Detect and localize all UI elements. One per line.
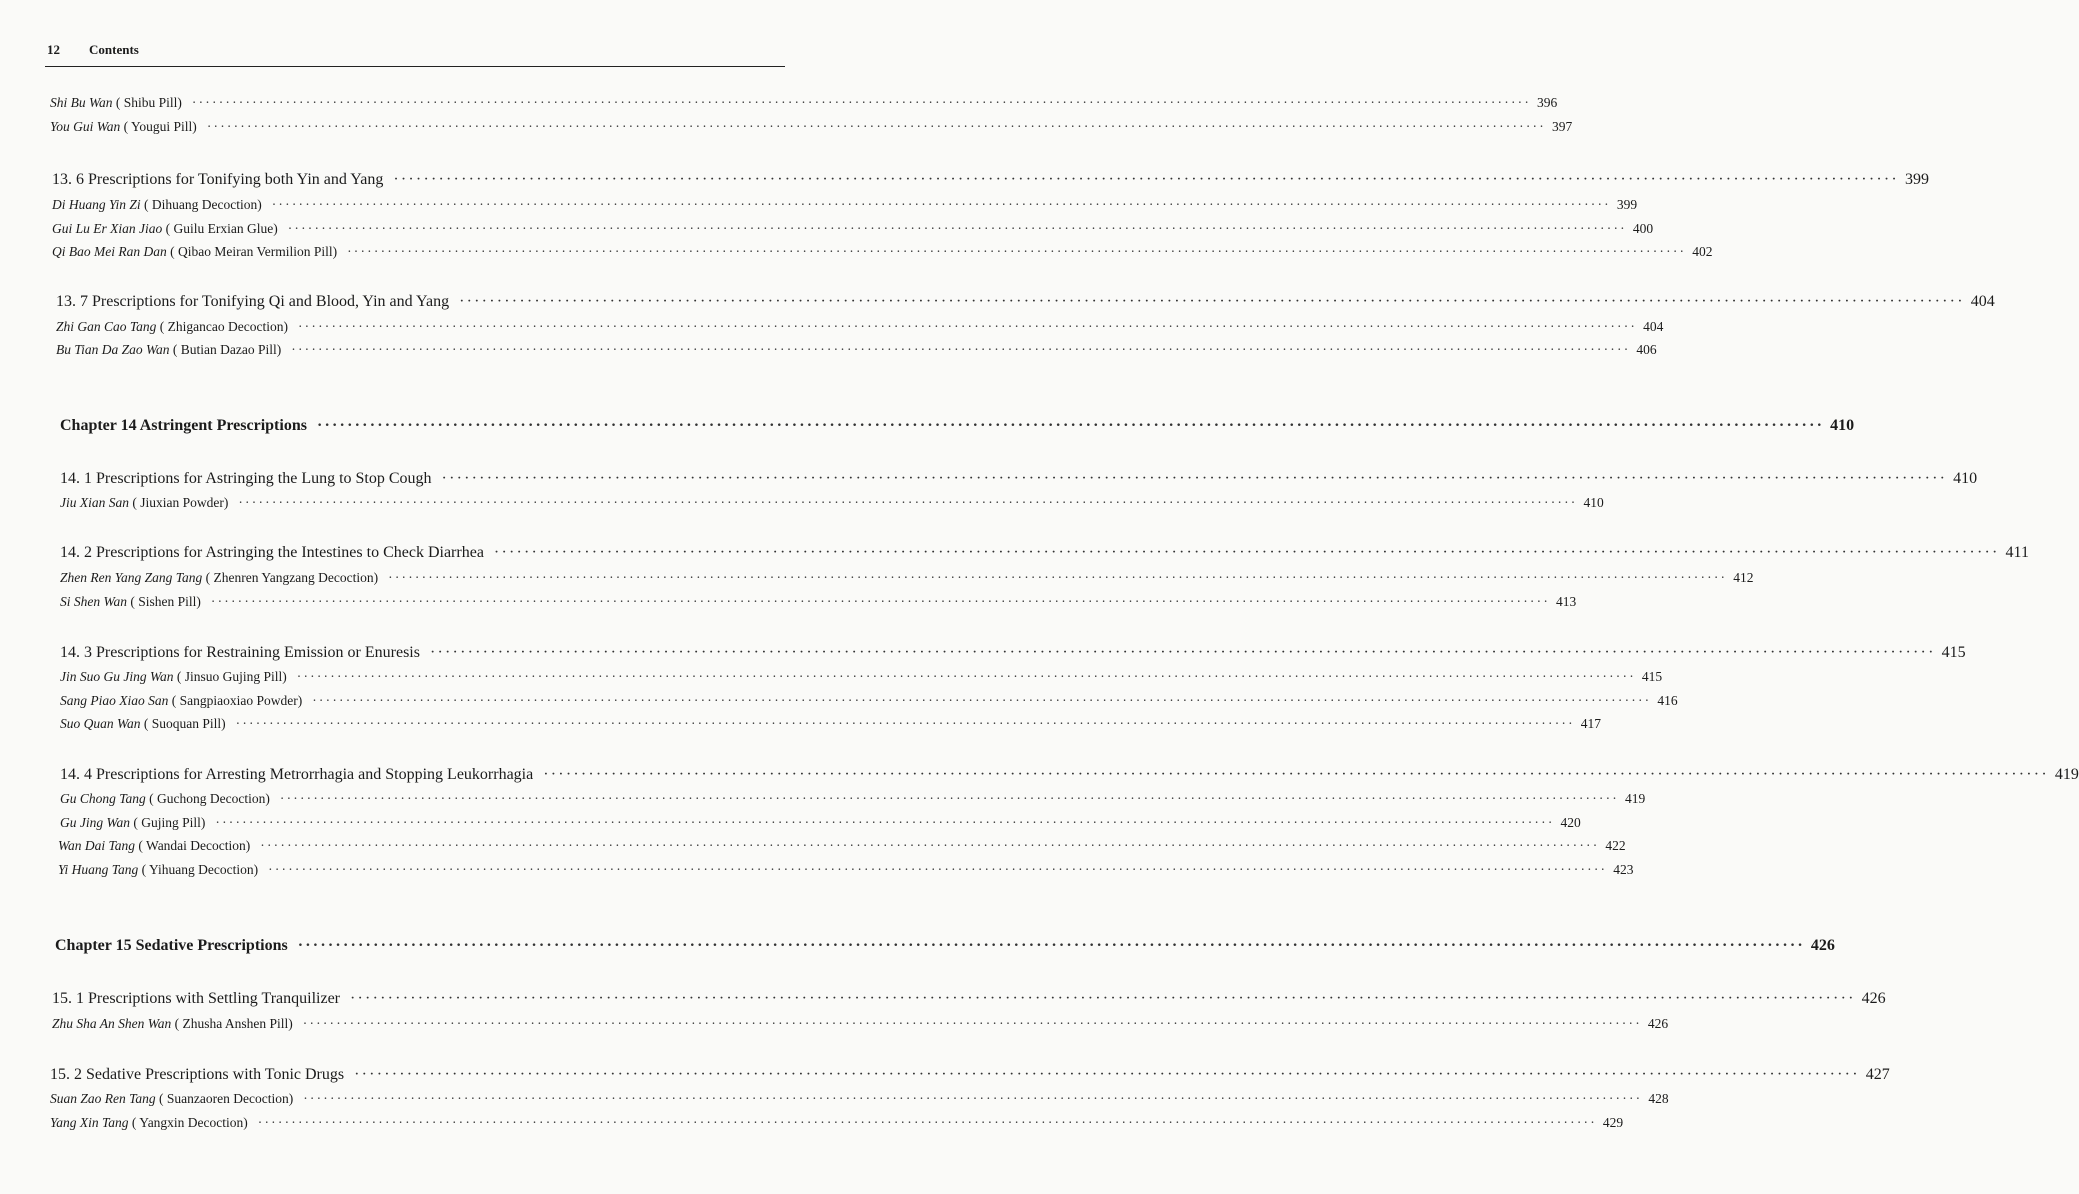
page-ref: 412 [1733, 570, 1754, 585]
pinyin-name: Zhen Ren Yang Zang Tang [60, 570, 203, 585]
pinyin-name: Zhu Sha An Shen Wan [52, 1016, 172, 1031]
toc-title [52, 221, 278, 237]
dot-leader: ········································································································································································································ [303, 1091, 1643, 1106]
toc-title [50, 1115, 248, 1131]
page-ref: 419 [1625, 791, 1646, 806]
pinyin-name: Si Shen Wan [60, 594, 127, 609]
toc-title: 13. 6 Prescriptions for Tonifying both Yin and Yang [52, 171, 384, 188]
english-name: ( Shibu Pill) [112, 95, 182, 110]
toc-section-heading [52, 990, 1886, 1012]
page-ref: 416 [1657, 693, 1678, 708]
pinyin-name: Yi Huang Tang [58, 862, 139, 877]
english-name: ( Zhusha Anshen Pill) [171, 1016, 293, 1031]
dot-leader: ········································································································································································································ [347, 244, 1687, 259]
toc-title [56, 342, 281, 358]
toc-section-heading [52, 171, 1929, 193]
toc-title: 15. 1 Prescriptions with Settling Tranquilizer [52, 990, 340, 1007]
toc-entry [60, 669, 1663, 687]
dot-leader: ········································································································································································································ [235, 716, 1575, 731]
page-ref: 397 [1551, 119, 1573, 134]
dot-leader: ········································································································································································································ [268, 862, 1608, 877]
toc-title [60, 570, 378, 586]
english-name: ( Suanzaoren Decoction) [155, 1091, 294, 1106]
english-name: ( Qibao Meiran Vermilion Pill) [166, 244, 338, 259]
toc-entry [50, 1091, 1669, 1109]
page-ref: 402 [1692, 244, 1713, 259]
english-name: ( Jinsuo Gujing Pill) [173, 669, 287, 684]
dot-leader: ········································································································································································································ [206, 119, 1546, 134]
page-ref: 429 [1602, 1115, 1624, 1130]
toc-entry [60, 693, 1678, 711]
dot-leader: ········································································································································································································ [388, 570, 1728, 585]
toc-section-heading [60, 766, 2079, 788]
pinyin-name: Jin Suo Gu Jing Wan [60, 669, 174, 684]
page-ref: 406 [1636, 342, 1657, 357]
pinyin-name: Gu Jing Wan [60, 815, 130, 830]
toc-title [50, 1091, 293, 1107]
toc-section-heading [56, 293, 1995, 315]
pinyin-name: Jiu Xian San [60, 495, 129, 510]
page-ref: 404 [1970, 293, 1995, 310]
toc-entry [58, 838, 1626, 856]
toc-entry [60, 570, 1754, 588]
page-ref: 420 [1560, 815, 1581, 830]
dot-leader: ········································································································································································································ [543, 766, 2049, 783]
toc-chapter-heading [55, 937, 1835, 959]
toc-title [60, 716, 226, 732]
page-ref: 427 [1865, 1066, 1890, 1083]
pinyin-name: Gu Chong Tang [60, 791, 146, 806]
page-ref: 396 [1537, 95, 1558, 110]
toc-entry [52, 244, 1713, 262]
page-ref: 417 [1580, 716, 1602, 731]
toc-title: 14. 3 Prescriptions for Restraining Emission or Enuresis [60, 644, 420, 661]
dot-leader: ········································································································································································································ [191, 95, 1532, 110]
page-ref: 410 [1830, 417, 1855, 434]
english-name: ( Jiuxian Powder) [129, 495, 229, 510]
english-name: ( Yihuang Decoction) [138, 862, 259, 877]
page-ref: 399 [1904, 171, 1929, 188]
toc-title [60, 669, 287, 685]
running-header [47, 42, 782, 58]
english-name: ( Dihuang Decoction) [140, 197, 262, 212]
toc-title: Chapter 14 Astringent Prescriptions [60, 417, 307, 434]
toc-entry [60, 815, 1581, 833]
english-name: ( Guchong Decoction) [145, 791, 270, 806]
toc-section-heading [50, 1066, 1890, 1088]
dot-leader: ········································································································································································································ [393, 171, 1899, 188]
toc-title [60, 791, 270, 807]
toc-title [58, 862, 258, 878]
toc-entry [60, 495, 1604, 513]
toc-entry [52, 1016, 1669, 1034]
toc-entry [50, 119, 1573, 137]
toc-title [60, 495, 228, 511]
english-name: ( Gujing Pill) [130, 815, 206, 830]
dot-leader: ········································································································································································································ [316, 417, 1825, 434]
toc-section-heading [60, 644, 1966, 666]
english-name: ( Butian Dazao Pill) [169, 342, 282, 357]
pinyin-name: Zhi Gan Cao Tang [56, 319, 157, 334]
dot-leader: ········································································································································································································ [493, 544, 2000, 561]
page-ref: 415 [1941, 644, 1966, 661]
toc-title [52, 1016, 293, 1032]
toc-entry [58, 862, 1634, 880]
page-ref: 411 [2005, 544, 2029, 561]
dot-leader: ········································································································································································································ [441, 470, 1948, 487]
dot-leader: ········································································································································································································ [297, 937, 1805, 954]
dot-leader: ········································································································································································································ [260, 838, 1600, 853]
english-name: ( Yangxin Decoction) [128, 1115, 248, 1130]
toc-entry [60, 791, 1646, 809]
toc-entry [60, 594, 1577, 612]
english-name: ( Sishen Pill) [127, 594, 201, 609]
toc-title [58, 838, 250, 854]
toc-title [52, 197, 262, 213]
toc-title [50, 95, 182, 111]
page-ref: 426 [1810, 937, 1835, 954]
page-number: 12 [47, 42, 60, 57]
toc-title: 14. 1 Prescriptions for Astringing the Lung to Stop Cough [60, 470, 432, 487]
dot-leader: ········································································································································································································ [291, 342, 1631, 357]
toc-title: 13. 7 Prescriptions for Tonifying Qi and Blood, Yin and Yang [56, 293, 450, 310]
dot-leader: ········································································································································································································ [429, 644, 1936, 661]
dot-leader: ········································································································································································································ [238, 495, 1578, 510]
pinyin-name: Bu Tian Da Zao Wan [56, 342, 170, 357]
toc-entry [50, 1115, 1624, 1133]
dot-leader: ········································································································································································································ [354, 1066, 1860, 1083]
toc-entry [52, 197, 1638, 215]
english-name: ( Zhenren Yangzang Decoction) [202, 570, 379, 585]
english-name: ( Zhigancao Decoction) [156, 319, 288, 334]
page-ref: 413 [1556, 594, 1577, 609]
english-name: ( Sangpiaoxiao Powder) [168, 693, 303, 708]
toc-title: 14. 2 Prescriptions for Astringing the Intestines to Check Diarrhea [60, 544, 484, 561]
toc-title [60, 815, 205, 831]
pinyin-name: Qi Bao Mei Ran Dan [52, 244, 167, 259]
page-ref: 400 [1632, 221, 1654, 236]
english-name: ( Guilu Erxian Glue) [162, 221, 278, 236]
dot-leader: ········································································································································································································ [257, 1115, 1597, 1130]
toc-entry [56, 319, 1664, 337]
dot-leader: ········································································································································································································ [459, 293, 1965, 310]
toc-section-heading [60, 544, 2029, 566]
toc-entry [50, 95, 1558, 113]
toc-entry [52, 221, 1654, 239]
toc-chapter-heading [60, 417, 1855, 439]
pinyin-name: Yang Xin Tang [50, 1115, 129, 1130]
header-title: Contents [89, 42, 139, 57]
toc-title: 14. 4 Prescriptions for Arresting Metrorrhagia and Stopping Leukorrhagia [60, 766, 534, 783]
page-ref: 410 [1583, 495, 1604, 510]
page-ref: 423 [1613, 862, 1634, 877]
toc-title [60, 594, 201, 610]
page-ref: 426 [1861, 990, 1886, 1007]
page-ref: 415 [1641, 669, 1663, 684]
pinyin-name: Gui Lu Er Xian Jiao [52, 221, 163, 236]
dot-leader: ········································································································································································································ [279, 791, 1619, 806]
dot-leader: ········································································································································································································ [302, 1016, 1642, 1031]
pinyin-name: Shi Bu Wan [50, 95, 113, 110]
pinyin-name: Sang Piao Xiao San [60, 693, 169, 708]
page-ref: 404 [1643, 319, 1664, 334]
english-name: ( Wandai Decoction) [135, 838, 251, 853]
dot-leader: ········································································································································································································ [312, 693, 1652, 708]
toc-entry [60, 716, 1602, 734]
page-ref: 426 [1647, 1016, 1669, 1031]
toc-entry [56, 342, 1657, 360]
dot-leader: ········································································································································································································ [297, 319, 1638, 334]
toc-title: 15. 2 Sedative Prescriptions with Tonic Drugs [50, 1066, 345, 1083]
dot-leader: ········································································································································································································ [215, 815, 1555, 830]
dot-leader: ········································································································································································································ [296, 669, 1636, 684]
page-ref: 410 [1953, 470, 1978, 487]
toc-title [56, 319, 288, 335]
dot-leader: ········································································································································································································ [210, 594, 1551, 609]
page-ref: 422 [1605, 838, 1626, 853]
toc-title [50, 119, 197, 135]
pinyin-name: Suo Quan Wan [60, 716, 141, 731]
pinyin-name: Wan Dai Tang [58, 838, 136, 853]
dot-leader: ········································································································································································································ [287, 221, 1627, 236]
toc-section-heading [60, 470, 1978, 492]
english-name: ( Suoquan Pill) [140, 716, 226, 731]
toc-title [60, 693, 302, 709]
english-name: ( Yougui Pill) [120, 119, 197, 134]
pinyin-name: Suan Zao Ren Tang [50, 1091, 156, 1106]
page-ref: 419 [2054, 766, 2079, 783]
pinyin-name: You Gui Wan [50, 119, 121, 134]
page-ref: 399 [1616, 197, 1638, 212]
header-rule [45, 66, 785, 67]
page-ref: 428 [1648, 1091, 1669, 1106]
toc-title [52, 244, 337, 260]
toc-title: Chapter 15 Sedative Prescriptions [55, 937, 288, 954]
dot-leader: ········································································································································································································ [350, 990, 1856, 1007]
pinyin-name: Di Huang Yin Zi [52, 197, 141, 212]
dot-leader: ········································································································································································································ [271, 197, 1611, 212]
